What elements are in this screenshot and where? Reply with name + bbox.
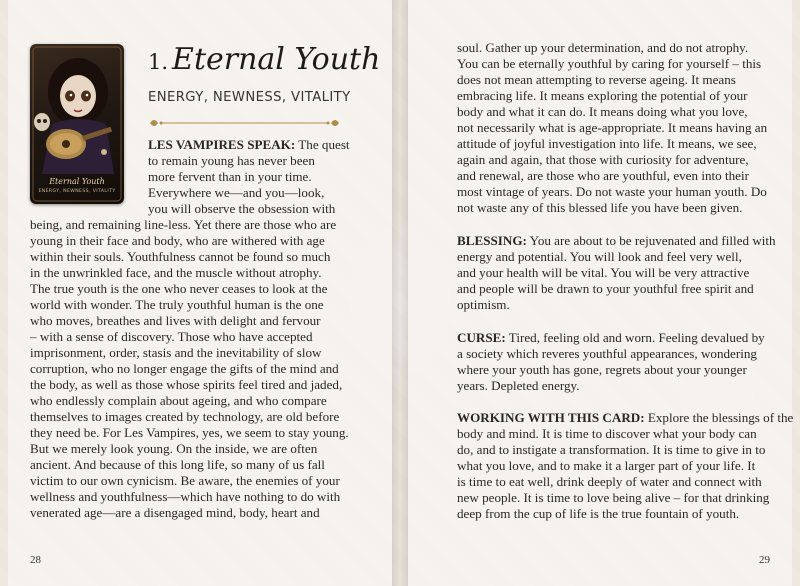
text-line: more fervent than in your time. bbox=[148, 169, 312, 184]
text-line: years. Depleted energy. bbox=[457, 378, 580, 393]
text-line: they need be. For Les Vampires, yes, we seem to stay young. bbox=[30, 425, 349, 440]
text-line: The true youth is the one who never ceases to look at the bbox=[30, 281, 328, 296]
text-line: CURSE: Tired, feeling old and worn. Feeling devalued by bbox=[457, 330, 765, 345]
text-line: But we merely look young. On the inside, we are often bbox=[30, 441, 318, 456]
text-line: does not mean attempting to reverse ageing. It means bbox=[457, 72, 736, 87]
text-line: victim to our own cynicism. Be aware, the enemies of your bbox=[30, 473, 340, 488]
les-vampires-label: LES VAMPIRES SPEAK: bbox=[148, 137, 296, 152]
text-line: within their souls. Youthfulness cannot be found so much bbox=[30, 249, 331, 264]
heading-number: 1. bbox=[148, 50, 169, 74]
text-line: what you love, and to make it a larger part of your life. It bbox=[457, 458, 756, 473]
text-line: body and mind. It is time to discover what your body can bbox=[457, 426, 757, 441]
page-number-right: 29 bbox=[759, 554, 770, 566]
text-line: and your health will be vital. You will be very attractive bbox=[457, 265, 750, 280]
text-line: you will observe the obsession with bbox=[148, 201, 336, 216]
text-line: deep from the cup of life is the true fountain of youth. bbox=[457, 506, 740, 521]
blessing-label: BLESSING: bbox=[457, 233, 527, 248]
text-line: LES VAMPIRES SPEAK: The quest bbox=[148, 137, 350, 152]
text-line: wellness and youthfulness—which have nothing to do with bbox=[30, 489, 341, 504]
text-line: world with wonder. The truly youthful human is the one bbox=[30, 297, 324, 312]
text-line: soul. Gather up your determination, and do not atrophy. bbox=[457, 40, 749, 55]
heading-title: Eternal Youth bbox=[172, 42, 381, 77]
text-line: where your youth has gone, regrets about your younger bbox=[457, 362, 747, 377]
text-line: in the unwrinkled face, and the muscle without atrophy. bbox=[30, 265, 322, 280]
keywords: ENERGY, NEWNESS, VITALITY bbox=[148, 90, 351, 105]
text-line: corruption, who no longer engage the gifts of the mind and bbox=[30, 361, 339, 376]
page-number-left: 28 bbox=[30, 554, 41, 566]
card-subtitle: ENERGY, NEWNESS, VITALITY bbox=[38, 189, 116, 194]
text-line: venerated age—are a disengaged mind, body, heart and bbox=[30, 505, 320, 520]
text-line: and renewal, are those who are youthful, even into their bbox=[457, 168, 749, 183]
text-line: most vintage of years. Do not waste your human youth. Do bbox=[457, 184, 767, 199]
text-line: a society which reveres youthful appearances, wondering bbox=[457, 346, 757, 361]
text-line: to remain young has never been bbox=[148, 153, 315, 168]
text-line: WORKING WITH THIS CARD: Explore the blessings of the bbox=[457, 410, 794, 425]
text-line: young in their face and body, who are withered with age bbox=[30, 233, 325, 248]
text-line: attitude of joyful investigation into life. It means, we see, bbox=[457, 136, 757, 151]
text-line: Everywhere we—and you—look, bbox=[148, 185, 325, 200]
text-line: imprisonment, order, stasis and the inevitability of slow bbox=[30, 345, 322, 360]
text-line: not necessarily what is age-appropriate. It means having an bbox=[457, 120, 768, 135]
text-line: energy and potential. You will look and feel very well, bbox=[457, 249, 742, 264]
text-line: who moves, breathes and lives with delight and fervour bbox=[30, 313, 321, 328]
text-line: again and again, that those with curiosity for adventure, bbox=[457, 152, 749, 167]
text-line: You can be eternally youthful by caring for yourself – this bbox=[457, 56, 762, 71]
text-line: optimism. bbox=[457, 297, 510, 312]
text-line: who endlessly complain about ageing, and who compare bbox=[30, 393, 327, 408]
text-line: embracing life. It means exploring the potential of your bbox=[457, 88, 748, 103]
text-line: is time to eat well, drink deeply of water and connect with bbox=[457, 474, 762, 489]
text-line: ancient. And because of this long life, so many of us fall bbox=[30, 457, 325, 472]
card-heading bbox=[148, 42, 380, 82]
text-line: – with a sense of discovery. Those who have accepted bbox=[30, 329, 313, 344]
text-line: and people will be drawn to your youthful free spirit and bbox=[457, 281, 754, 296]
text-line: themselves to images created by technology, are old before bbox=[30, 409, 340, 424]
working-label: WORKING WITH THIS CARD: bbox=[457, 410, 645, 425]
text-line: the body, as well as those whose spirits feel tired and jaded, bbox=[30, 377, 343, 392]
text-line: new people. It is time to love being alive – for that drinking bbox=[457, 490, 770, 505]
text-line: BLESSING: You are about to be rejuvenated and filled with bbox=[457, 233, 776, 248]
ornament-divider bbox=[148, 116, 341, 130]
text-line: body and what it can do. It means doing what you love, bbox=[457, 104, 748, 119]
text-line: being, and remaining line-less. Yet there are those who are bbox=[30, 217, 337, 232]
card-title: Eternal Youth bbox=[49, 177, 105, 186]
book-gutter bbox=[392, 0, 408, 586]
text-line: not waste any of this blessed life you have been given. bbox=[457, 200, 743, 215]
text-line: do, and to instigate a transformation. It is time to give in to bbox=[457, 442, 766, 457]
tarot-card-image bbox=[30, 44, 124, 204]
curse-label: CURSE: bbox=[457, 330, 506, 345]
